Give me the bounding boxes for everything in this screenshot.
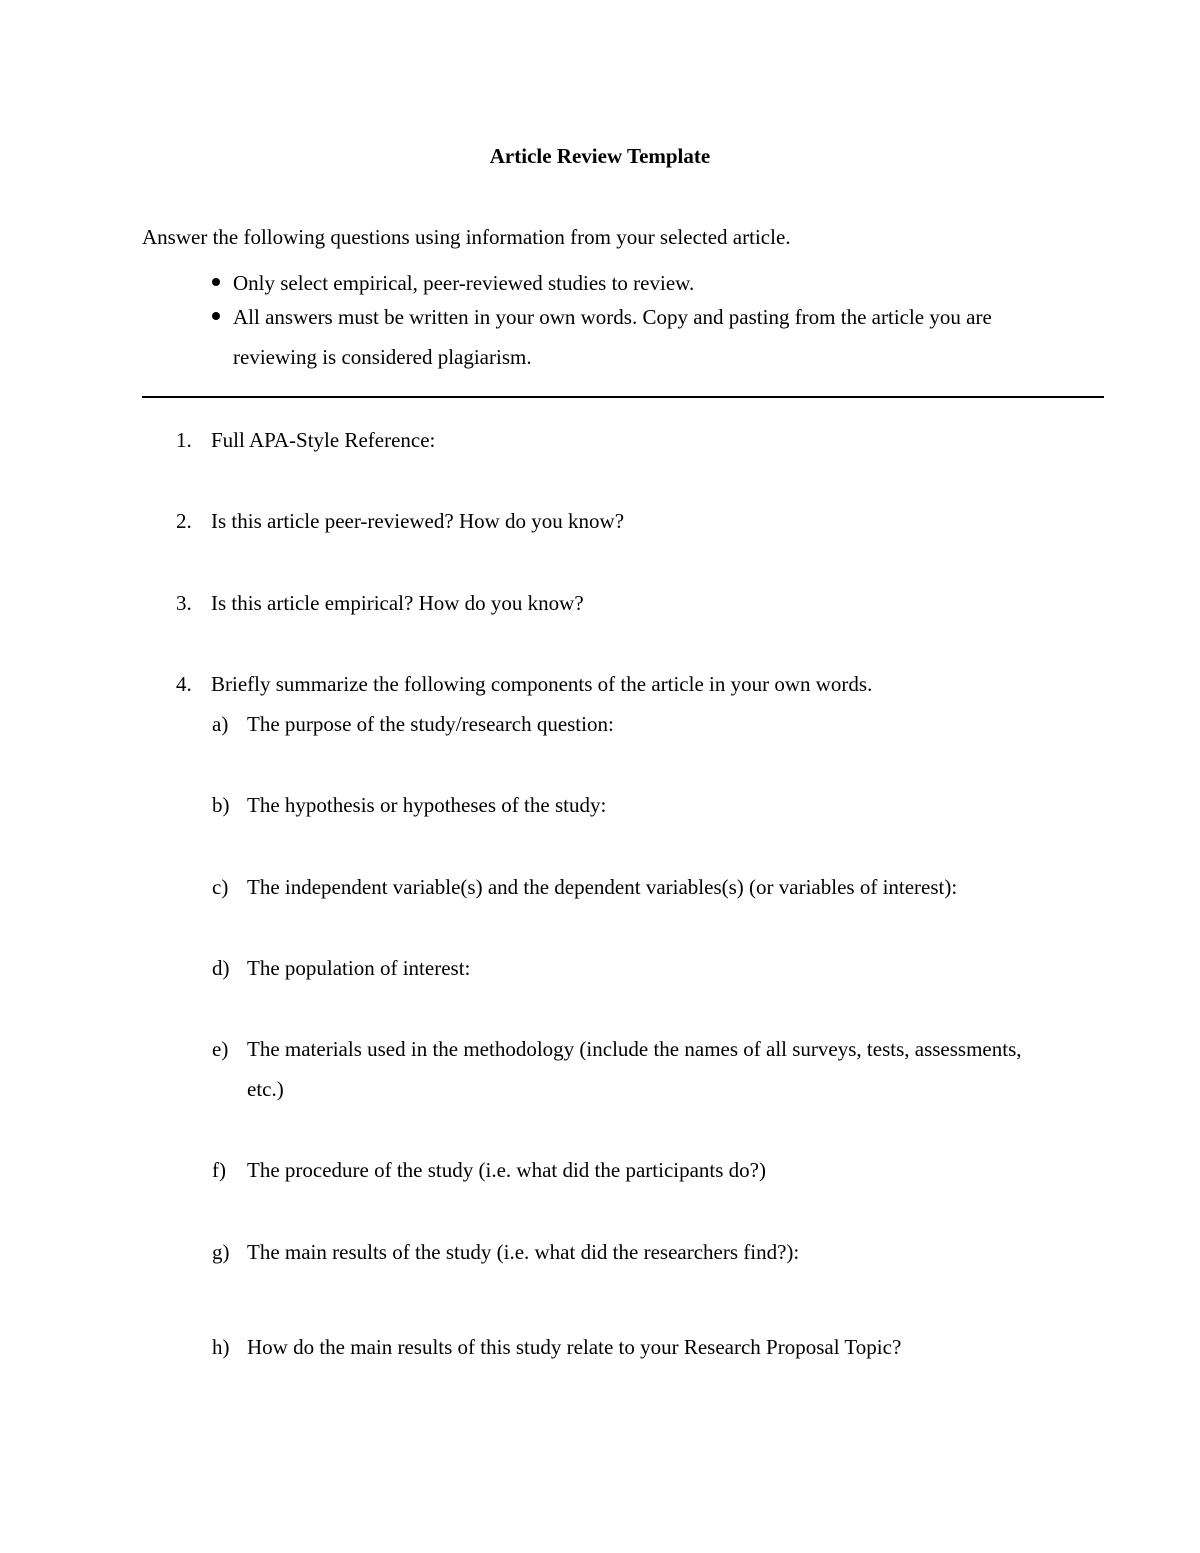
subquestion-text: The hypothesis or hypotheses of the study: — [247, 793, 607, 817]
subquestion-text: The population of interest: — [247, 956, 471, 980]
question-text: Full APA-Style Reference: — [211, 428, 436, 452]
instruction-list — [208, 263, 1068, 377]
instruction-item — [208, 297, 1068, 377]
subquestion-letter: d) — [212, 956, 230, 980]
question-text: Is this article empirical? How do you know? — [211, 591, 584, 615]
subquestion-text: The independent variable(s) and the dependent variables(s) (or variables of interest): — [247, 875, 958, 899]
subquestion-letter: b) — [212, 793, 230, 817]
subquestion-text: The main results of the study (i.e. what did the researchers find?): — [247, 1240, 800, 1264]
question-number: 2. — [176, 509, 192, 533]
intro-text: Answer the following questions using information from your selected article. — [142, 225, 791, 249]
subquestion-letter: c) — [212, 875, 229, 899]
question-number: 3. — [176, 591, 192, 615]
instruction-text: Only select empirical, peer-reviewed studies to review. — [233, 271, 695, 295]
subquestion-letter: a) — [212, 712, 229, 736]
subquestion-text: The purpose of the study/research question: — [247, 712, 614, 736]
horizontal-divider — [142, 396, 1104, 398]
question-number: 4. — [176, 672, 192, 696]
question-number: 1. — [176, 428, 192, 452]
subquestion-letter: g) — [212, 1240, 230, 1264]
document-title: Article Review Template — [489, 144, 711, 168]
question-text: Is this article peer-reviewed? How do you know? — [211, 509, 625, 533]
subquestion-text: The procedure of the study (i.e. what did the participants do?) — [247, 1158, 766, 1182]
bullet-icon — [212, 312, 220, 320]
question-text: Briefly summarize the following components of the article in your own words. — [211, 672, 873, 696]
instruction-text: All answers must be written in your own words. Copy and pasting from the article you are reviewing is considered plagiarism. — [233, 305, 992, 369]
subquestion-text: The materials used in the methodology (include the names of all surveys, tests, assessments, etc.) — [247, 1037, 1022, 1101]
subquestion-text: How do the main results of this study relate to your Research Proposal Topic? — [247, 1335, 902, 1359]
bullet-icon — [212, 278, 220, 286]
subquestion-letter: h) — [212, 1335, 230, 1359]
subquestion-letter: e) — [212, 1037, 229, 1061]
subquestion-letter: f) — [212, 1158, 226, 1182]
